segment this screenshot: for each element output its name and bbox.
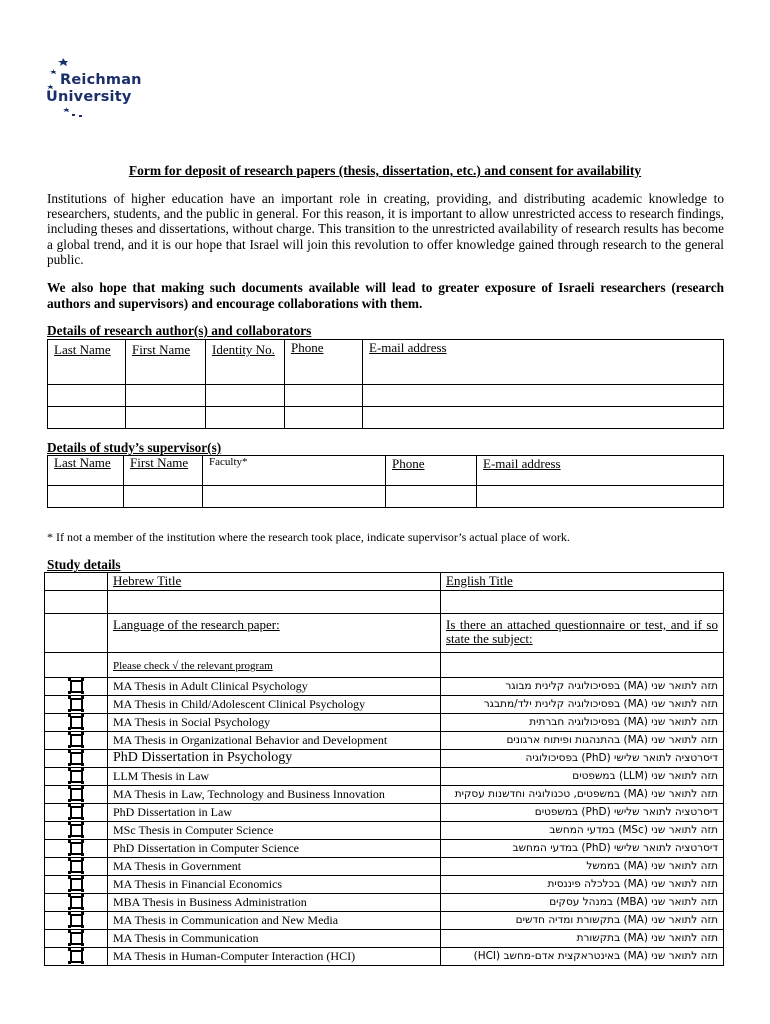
- col-first-name: First Name: [126, 340, 206, 385]
- program-checkbox-cell[interactable]: [45, 750, 108, 768]
- col-identity-no: Identity No.: [206, 340, 285, 385]
- program-row: [45, 912, 724, 930]
- checkbox-icon[interactable]: [70, 770, 83, 783]
- program-hebrew: דיסרטציה לתואר שלישי (PhD) במדעי המחשב: [441, 840, 724, 858]
- program-english: MA Thesis in Government: [108, 858, 441, 876]
- program-row: [45, 876, 724, 894]
- program-hebrew: תזה לתואר שני (MA) בפסיכולוגיה קלינית ילד/מתבגר: [441, 696, 724, 714]
- author-cell[interactable]: [48, 385, 126, 407]
- program-checkbox-cell[interactable]: [45, 732, 108, 750]
- program-english: MBA Thesis in Business Administration: [108, 894, 441, 912]
- intro-paragraph: Institutions of higher education have an important role in creating, providing, and distributing academic knowledge to researchers, students, and the public in general. For this reason, it is important to allow unrestricted access to research findings, including theses and dissertations, without charge. This transition to the unrestricted availability of research results has become a global trend, and it is our hope that Israel will join this revolution to offer knowledge gained through research to the general public.: [47, 191, 724, 267]
- supervisor-cell[interactable]: [48, 486, 124, 508]
- program-hebrew: תזה לתואר שני (MA) באינטראקצית אדם-מחשב (HCI): [441, 948, 724, 966]
- program-hebrew: תזה לתואר שני (MSc) במדעי המחשב: [441, 822, 724, 840]
- program-english: MA Thesis in Communication: [108, 930, 441, 948]
- checkbox-icon[interactable]: [70, 878, 83, 891]
- program-english: MA Thesis in Child/Adolescent Clinical Psychology: [108, 696, 441, 714]
- program-hebrew: תזה לתואר שני (MA) בפסיכולוגיה קלינית מבוגר: [441, 678, 724, 696]
- program-hebrew: דיסרטציה לתואר שלישי (PhD) במשפטים: [441, 804, 724, 822]
- program-hebrew: תזה לתואר שני (MA) בממשל: [441, 858, 724, 876]
- checkbox-icon[interactable]: [70, 752, 83, 765]
- hebrew-title-label: Hebrew Title: [108, 573, 441, 591]
- authors-heading: Details of research author(s) and collaborators: [47, 323, 312, 338]
- supervisor-table: [47, 455, 724, 508]
- checkbox-icon[interactable]: [70, 680, 83, 693]
- program-checkbox-cell[interactable]: [45, 840, 108, 858]
- program-checkbox-cell[interactable]: [45, 858, 108, 876]
- program-checkbox-cell[interactable]: [45, 894, 108, 912]
- author-cell[interactable]: [363, 385, 724, 407]
- checkbox-icon[interactable]: [70, 824, 83, 837]
- program-hebrew: תזה לתואר שני (LLM) במשפטים: [441, 768, 724, 786]
- author-cell[interactable]: [126, 385, 206, 407]
- program-row: [45, 696, 724, 714]
- author-cell[interactable]: [206, 407, 285, 429]
- program-row: [45, 804, 724, 822]
- supervisor-note: * If not a member of the institution where the research took place, indicate supervisor’s actual place of work.: [47, 530, 570, 544]
- questionnaire-label[interactable]: Is there an attached questionnaire or test, and if so state the subject:: [441, 614, 724, 653]
- english-title-input[interactable]: [441, 591, 724, 614]
- checkbox-icon[interactable]: [70, 932, 83, 945]
- supervisor-cell[interactable]: [124, 486, 203, 508]
- col-phone: Phone: [386, 456, 477, 486]
- author-cell[interactable]: [206, 385, 285, 407]
- checkbox-icon[interactable]: [70, 788, 83, 801]
- program-hebrew: תזה לתואר שני (MA) במשפטים, טכנולוגיה וחדשנות עסקית: [441, 786, 724, 804]
- checkbox-icon[interactable]: [70, 860, 83, 873]
- program-row: [45, 894, 724, 912]
- program-hebrew: תזה לתואר שני (MA) בהתנהגות ופיתוח ארגונים: [441, 732, 724, 750]
- program-hebrew: תזה לתואר שני (MA) בפסיכולוגיה חברתית: [441, 714, 724, 732]
- program-checkbox-cell[interactable]: [45, 714, 108, 732]
- program-row: [45, 840, 724, 858]
- program-checkbox-cell[interactable]: [45, 804, 108, 822]
- checkbox-icon[interactable]: [70, 842, 83, 855]
- program-row: [45, 714, 724, 732]
- program-row: [45, 750, 724, 768]
- study-heading: Study details: [47, 557, 121, 572]
- program-row: [45, 822, 724, 840]
- program-english: MA Thesis in Adult Clinical Psychology: [108, 678, 441, 696]
- program-checkbox-cell[interactable]: [45, 822, 108, 840]
- supervisor-cell[interactable]: [386, 486, 477, 508]
- program-english: MA Thesis in Social Psychology: [108, 714, 441, 732]
- program-checkbox-cell[interactable]: [45, 768, 108, 786]
- program-english: PhD Dissertation in Computer Science: [108, 840, 441, 858]
- program-english: PhD Dissertation in Law: [108, 804, 441, 822]
- authors-table: [47, 339, 724, 429]
- language-label[interactable]: Language of the research paper:: [108, 614, 441, 653]
- program-row: [45, 858, 724, 876]
- program-english: MA Thesis in Organizational Behavior and Development: [108, 732, 441, 750]
- study-table: [44, 572, 724, 966]
- checkbox-icon[interactable]: [70, 914, 83, 927]
- intro-bold-paragraph: We also hope that making such documents available will lead to greater exposure of Israeli researchers (research authors and supervisors) and encourage collaborations with them.: [47, 280, 724, 311]
- author-cell[interactable]: [363, 407, 724, 429]
- program-row: [45, 948, 724, 966]
- program-english: MA Thesis in Communication and New Media: [108, 912, 441, 930]
- supervisor-cell[interactable]: [203, 486, 386, 508]
- program-english: MA Thesis in Financial Economics: [108, 876, 441, 894]
- program-row: [45, 930, 724, 948]
- checkbox-icon[interactable]: [70, 734, 83, 747]
- checkbox-icon[interactable]: [70, 806, 83, 819]
- author-cell[interactable]: [285, 385, 363, 407]
- program-english: MA Thesis in Human-Computer Interaction (HCI): [108, 948, 441, 966]
- program-english: PhD Dissertation in Psychology: [108, 750, 441, 768]
- program-checkbox-cell[interactable]: [45, 930, 108, 948]
- logo-line2: University: [46, 89, 132, 105]
- check-instruction: Please check √ the relevant program: [108, 653, 441, 678]
- program-checkbox-cell[interactable]: [45, 912, 108, 930]
- program-row: [45, 732, 724, 750]
- program-english: MA Thesis in Law, Technology and Business Innovation: [108, 786, 441, 804]
- program-hebrew: תזה לתואר שני (MA) בכלכלה פיננסית: [441, 876, 724, 894]
- col-first-name: First Name: [124, 456, 203, 486]
- program-hebrew: תזה לתואר שני (MA) בתקשורת: [441, 930, 724, 948]
- col-phone: Phone: [285, 340, 363, 385]
- program-checkbox-cell[interactable]: [45, 948, 108, 966]
- col-last-name: Last Name: [48, 456, 124, 486]
- author-cell[interactable]: [48, 407, 126, 429]
- program-checkbox-cell[interactable]: [45, 786, 108, 804]
- col-faculty: Faculty*: [203, 456, 386, 486]
- program-row: [45, 768, 724, 786]
- hebrew-title-input[interactable]: [108, 591, 441, 614]
- col-email: E-mail address: [477, 456, 724, 486]
- program-row: [45, 786, 724, 804]
- program-checkbox-cell[interactable]: [45, 876, 108, 894]
- author-cell[interactable]: [126, 407, 206, 429]
- program-checkbox-cell[interactable]: [45, 678, 108, 696]
- university-logo: [44, 56, 164, 122]
- program-hebrew: תזה לתואר שני (MA) בתקשורת ומדיה חדשים: [441, 912, 724, 930]
- program-row: [45, 678, 724, 696]
- program-english: LLM Thesis in Law: [108, 768, 441, 786]
- program-hebrew: תזה לתואר שני (MBA) במנהל עסקים: [441, 894, 724, 912]
- checkbox-icon[interactable]: [70, 716, 83, 729]
- program-checkbox-cell[interactable]: [45, 696, 108, 714]
- checkbox-icon[interactable]: [70, 950, 83, 963]
- page-title: Form for deposit of research papers (thesis, dissertation, etc.) and consent for availability: [128, 163, 642, 178]
- checkbox-icon[interactable]: [70, 698, 83, 711]
- author-cell[interactable]: [285, 407, 363, 429]
- program-hebrew: דיסרטציה לתואר שלישי (PhD) בפסיכולוגיה: [441, 750, 724, 768]
- checkbox-icon[interactable]: [70, 896, 83, 909]
- program-english: MSc Thesis in Computer Science: [108, 822, 441, 840]
- col-last-name: Last Name: [48, 340, 126, 385]
- col-email: E-mail address: [363, 340, 724, 385]
- supervisor-heading: Details of study’s supervisor(s): [47, 440, 222, 455]
- logo-line1: Reichman: [60, 72, 142, 88]
- supervisor-cell[interactable]: [477, 486, 724, 508]
- english-title-label: English Title: [441, 573, 724, 591]
